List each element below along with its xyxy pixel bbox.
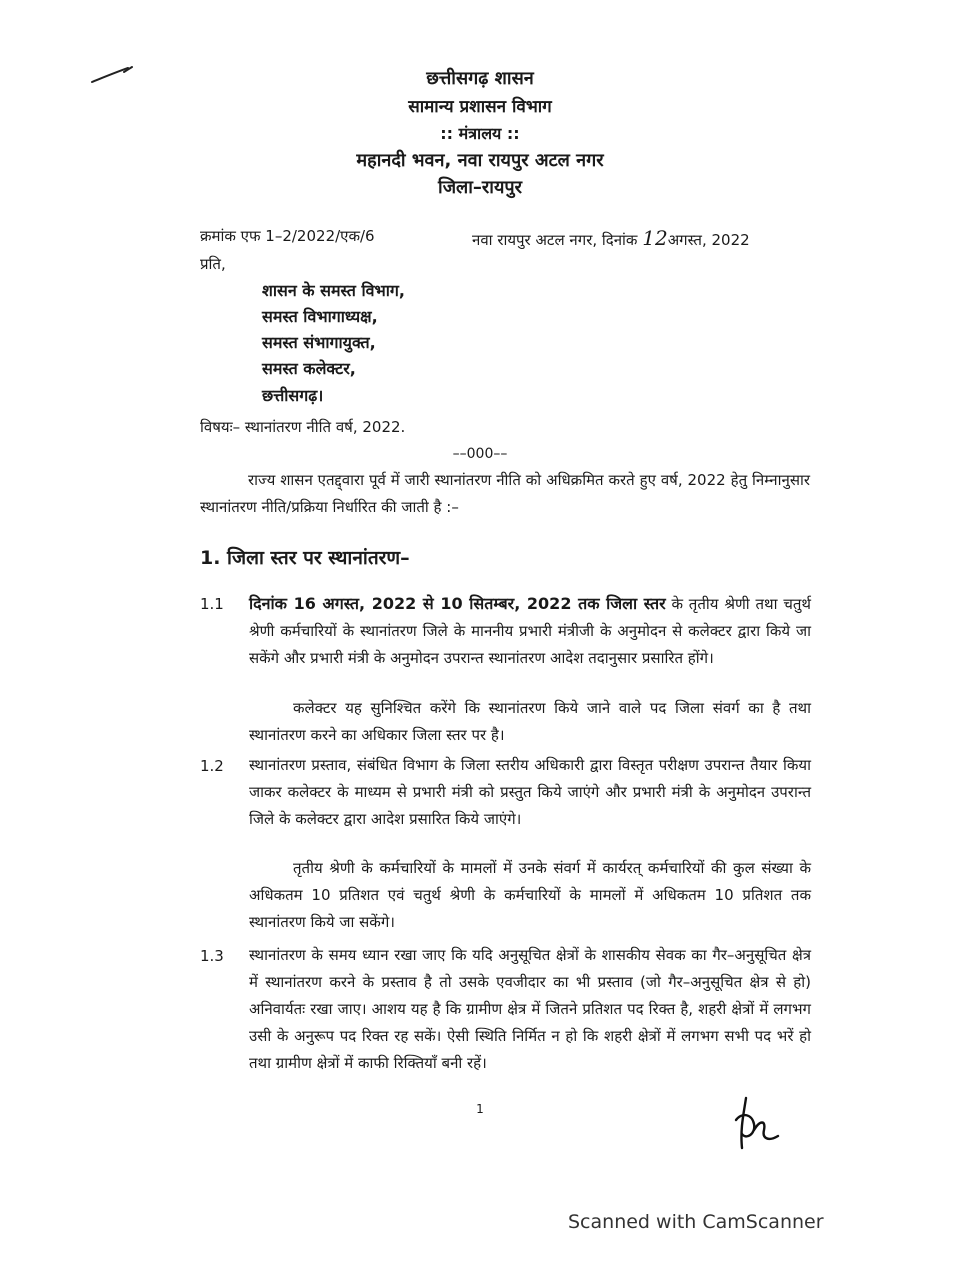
recipient-line: समस्त कलेक्टर,: [262, 359, 356, 378]
header-address: महानदी भवन, नवा रायपुर अटल नगर: [356, 150, 604, 171]
section-heading: 1. जिला स्तर पर स्थानांतरण–: [200, 547, 410, 569]
section-divider: ––000––: [452, 446, 508, 462]
recipient-line: समस्त विभागाध्यक्ष,: [262, 307, 378, 326]
clause-1-1-continuation: कलेक्टर यह सुनिश्चित करेंगे कि स्थानांतरण किये जाने वाले पद जिला संवर्ग का है तथा स्थानांतरण करने का अधिकार जिला स्तर पर है।: [249, 699, 811, 744]
clause-number: 1.1: [200, 595, 224, 613]
recipient-line: समस्त संभागायुक्त,: [262, 333, 376, 352]
intro-paragraph: राज्य शासन एतद्द्वारा पूर्व में जारी स्थानांतरण नीति को अधिक्रमित करते हुए वर्ष, 2022 हेतु निम्नानुसार स्थानांतरण नीति/प्रक्रिया निर्धारित की जाती है :–: [200, 471, 810, 516]
prati-label: प्रति,: [200, 255, 226, 273]
handwritten-signature: [732, 1090, 792, 1160]
date-suffix: अगस्त, 2022: [667, 231, 750, 249]
clause-1-2-continuation: तृतीय श्रेणी के कर्मचारियों के मामलों में उनके संवर्ग में कार्यरत् कर्मचारियों की कुल संख्या के अधिकतम 10 प्रतिशत एवं चतुर्थ श्रेणी के कर्मचारियों के मामलों में अधिकतम 10 प्रतिशत तक स्थानांतरण किये जा सकेंगे।: [249, 859, 811, 931]
header-ministry: :: मंत्रालय ::: [440, 124, 520, 143]
page-number: 1: [476, 1102, 484, 1116]
clause-text: के तृतीय श्रेणी तथा चतुर्थ श्रेणी कर्मचारियों के स्थानांतरण जिले के माननीय प्रभारी मंत्रीजी के अनुमोदन से कलेक्टर द्वारा किये जा सकेंगे और प्रभारी मंत्री के अनुमोदन उपरान्त स्थानांतरण आदेश तदानुसार प्रसारित होंगे।: [249, 595, 812, 667]
clause-number: 1.2: [200, 757, 224, 775]
camscanner-watermark: Scanned with CamScanner: [568, 1211, 824, 1233]
header-department: सामान्य प्रशासन विभाग: [408, 97, 552, 117]
clause-1-2: स्थानांतरण प्रस्ताव, संबंधित विभाग के जिला स्तरीय अधिकारी द्वारा विस्तृत परीक्षण उपरान्त तैयार किया जाकर कलेक्टर के माध्यम से प्रभारी मंत्री को प्रस्तुत किये जाएंगे और प्रभारी मंत्री के अनुमोदन उपरान्त जिले के कलेक्टर द्वारा आदेश प्रसारित किये जाएंगे।: [249, 756, 811, 828]
header-district: जिला–रायपुर: [438, 177, 522, 198]
reference-number: क्रमांक एफ 1–2/2022/एक/6: [200, 227, 375, 245]
subject-line: विषयः– स्थानांतरण नीति वर्ष, 2022.: [200, 418, 406, 436]
date-prefix: नवा रायपुर अटल नगर, दिनांक: [472, 231, 638, 249]
clause-lead-bold: दिनांक 16 अगस्त, 2022 से 10 सितम्बर, 2022 तक जिला स्तर: [249, 594, 666, 613]
reference-date: [472, 226, 750, 250]
clause-number: 1.3: [200, 947, 224, 965]
header-state: छत्तीसगढ़ शासन: [426, 68, 534, 89]
clause-1-1: [249, 590, 811, 672]
recipient-line: शासन के समस्त विभाग,: [262, 281, 405, 300]
handwritten-day: 12: [642, 226, 668, 250]
recipient-line: छत्तीसगढ़।: [262, 386, 324, 405]
clause-1-3: स्थानांतरण के समय ध्यान रखा जाए कि यदि अनुसूचित क्षेत्रों के शासकीय सेवक का गैर–अनुसूचित क्षेत्र में स्थानांतरण करने के प्रस्ताव है तो उसके एवजीदार का भी प्रस्ताव (जो गैर–अनुसूचित क्षेत्र से हो) अनिवार्यतः रखा जाए। आशय यह है कि ग्रामीण क्षेत्र में जितने प्रतिशत पद रिक्त है, शहरी क्षेत्रों में लगभग उसी के अनुरूप पद रिक्त रह सकें। ऐसी स्थिति निर्मित न हो कि शहरी क्षेत्रों में लगभग सभी पद भरें हो तथा ग्रामीण क्षेत्रों में काफी रिक्तियाँ बनी रहें।: [249, 946, 811, 1072]
